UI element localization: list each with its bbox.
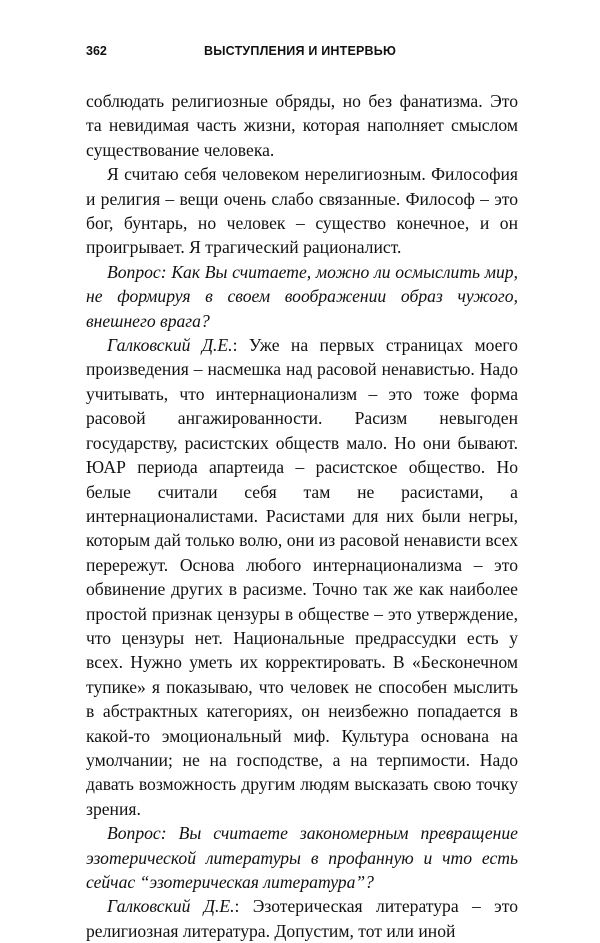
page-number: 362 — [86, 44, 107, 58]
interview-answer — [86, 894, 518, 943]
answer-text: : Эзотерическая литература – это религиозная литература. Допустим, тот или иной — [86, 896, 518, 941]
paragraph-continuation — [86, 89, 518, 162]
speaker-name: Галковский Д.Е. — [107, 335, 233, 356]
running-title: ВЫСТУПЛЕНИЯ И ИНТЕРВЬЮ — [204, 44, 397, 58]
question-text: Вопрос: Вы считаете закономерным превращение эзотерической литературы в профанную и что есть сейчас “эзотерическая литература”? — [86, 823, 518, 892]
interview-answer — [86, 333, 518, 821]
speaker-name: Галковский Д.Е. — [107, 896, 235, 917]
paragraph-text: Я считаю себя человеком нерелигиозным. Философия и религия – вещи очень слабо связанные. Философ – это бог, бунтарь, но человек – существо конечное, и он проигрывает. Я трагический рационалист. — [86, 164, 518, 258]
interview-question — [86, 821, 518, 894]
interview-question — [86, 260, 518, 333]
question-text: Вопрос: Как Вы считаете, можно ли осмыслить мир, не формируя в своем воображении образ чужого, внешнего врага? — [86, 261, 518, 331]
paragraph — [86, 162, 518, 260]
answer-text: : Уже на первых страницах моего произведения – насмешка над расовой ненавистью. Надо учитывать, что интернационализм – это тоже форма расовой ангажированности. Расизм невыгоден государству, расистских обществ мало. Но они бывают. ЮАР периода апартеида – расистское общество. Но белые считали себя там не расистами, а интернационалистами. Расистами для них были негры, которым дай только волю, они из расовой ненависти всех перережут. Основа любого интернационализма – это обвинение других в расизме. Точно так же как наиболее простой признак цензуры в обществе – это утверждение, что цензуры нет. Национальные предрассудки есть у всех. Нужно уметь их корректировать. В «Бесконечном тупике» я показываю, что человек не способен мыслить в абстрактных категориях, он неизбежно попадается в какой-то эмоциональный миф. Культура основана на умолчании; не на господстве, а на терпимости. Надо давать возможность другим людям высказать свою точку зрения. — [86, 335, 518, 819]
body-text — [86, 89, 518, 943]
running-head — [86, 44, 518, 64]
paragraph-text: соблюдать религиозные обряды, но без фанатизма. Это та невидимая часть жизни, которая наполняет смыслом существование человека. — [86, 91, 518, 160]
